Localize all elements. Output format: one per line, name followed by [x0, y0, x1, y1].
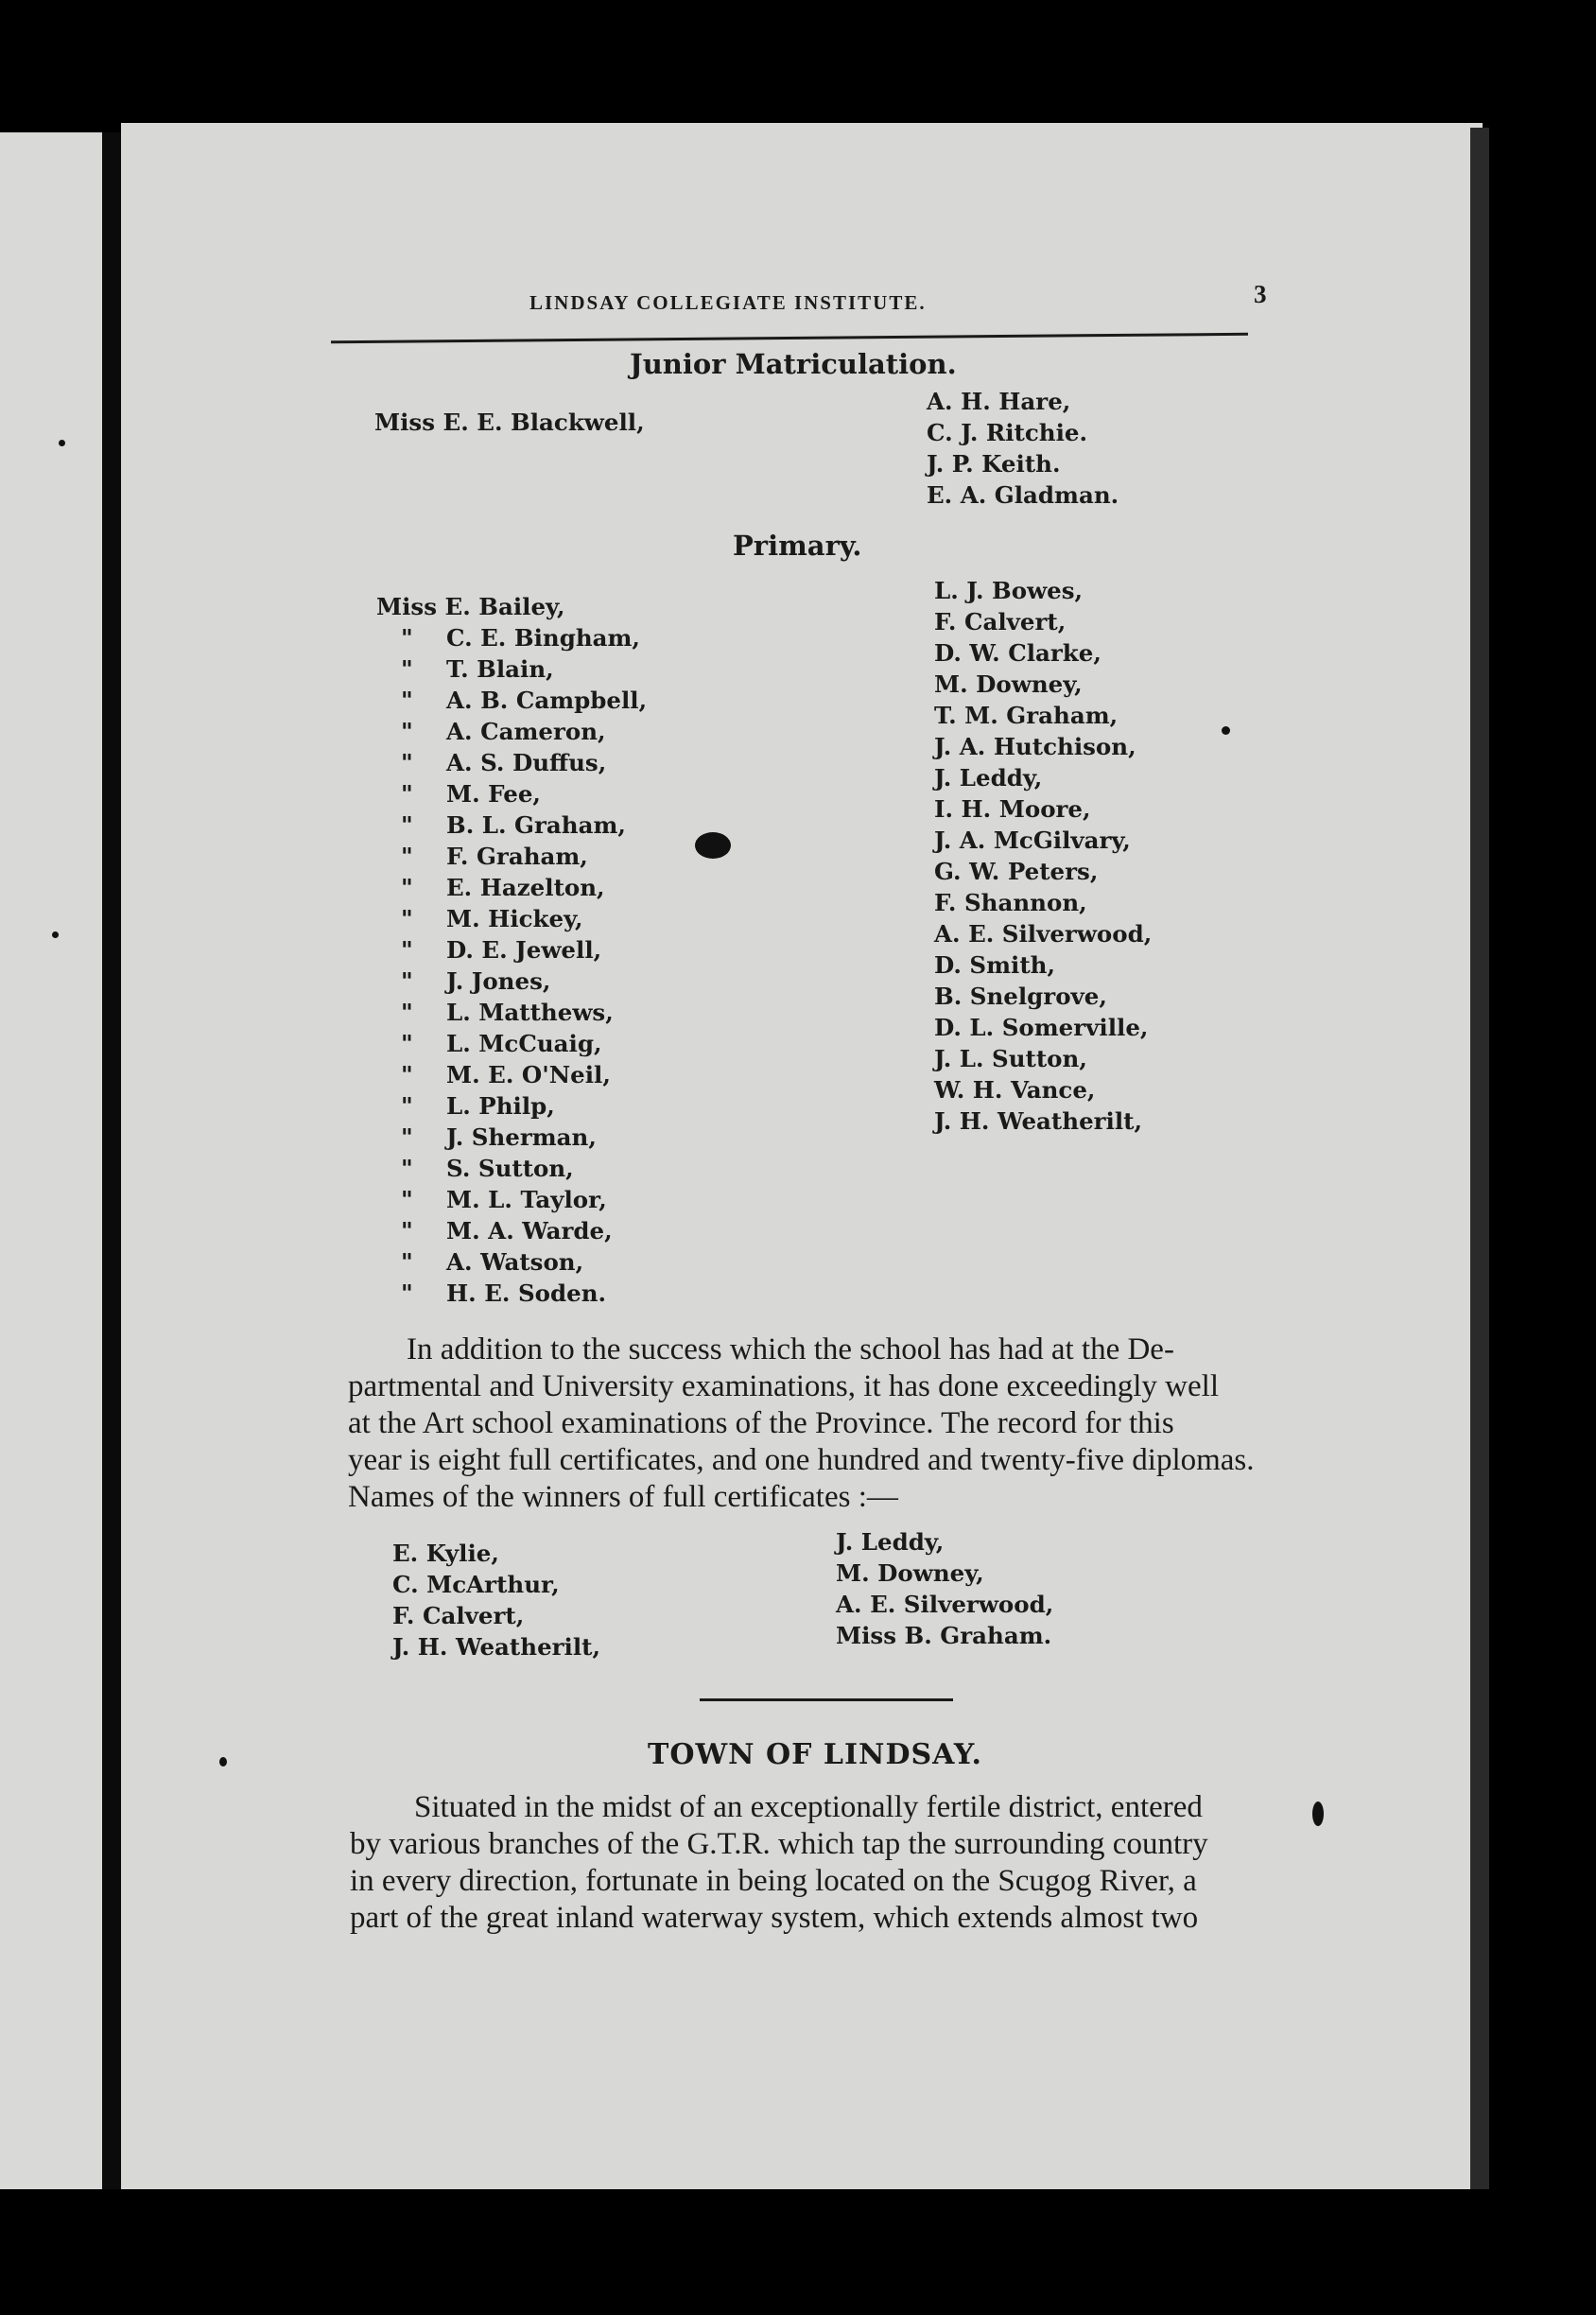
primary-heading: Primary. [733, 530, 862, 562]
list-item [376, 966, 647, 997]
list-item: F. Calvert, [392, 1602, 525, 1629]
list-item: C. J. Ritchie. [927, 419, 1088, 446]
list-item: C. McArthur, [392, 1571, 560, 1598]
list-item [376, 716, 647, 747]
ink-blot [695, 832, 731, 859]
student-name: D. E. Jewell, [446, 936, 602, 964]
student-name: L. McCuaig, [446, 1030, 602, 1057]
list-item: B. Snelgrove, [934, 983, 1107, 1010]
ditto-mark: " [401, 999, 413, 1026]
paragraph-line: Situated in the midst of an exceptionally fertile district, entered [414, 1790, 1203, 1824]
list-item [376, 653, 647, 685]
ditto-mark: " [401, 1186, 413, 1213]
list-item: Miss E. Bailey, [376, 593, 565, 620]
paragraph-line: at the Art school examinations of the Province. The record for this [348, 1406, 1174, 1440]
page-number: 3 [1254, 280, 1267, 308]
ditto-mark: " [401, 1217, 413, 1245]
ditto-mark: " [401, 936, 413, 964]
list-item [376, 809, 647, 841]
list-item: J. A. McGilvary, [934, 827, 1131, 854]
paragraph-line: in every direction, fortunate in being located on the Scugog River, a [350, 1864, 1197, 1898]
list-item: D. L. Somerville, [934, 1014, 1149, 1041]
list-item [376, 1090, 647, 1122]
student-name: A. S. Duffus, [446, 749, 607, 776]
list-item: M. Downey, [934, 670, 1083, 698]
ink-speck [1222, 726, 1230, 735]
list-item [376, 685, 647, 716]
primary-right-list [934, 575, 1152, 1137]
list-item [376, 997, 647, 1028]
list-item: W. H. Vance, [934, 1076, 1096, 1104]
list-item: I. H. Moore, [934, 795, 1091, 823]
student-name: M. Fee, [446, 780, 541, 808]
student-name: S. Sutton, [446, 1155, 574, 1182]
art-winners-right [836, 1526, 1053, 1651]
student-name: H. E. Soden. [446, 1279, 607, 1307]
junior-right-list [927, 386, 1119, 511]
list-item: J. P. Keith. [927, 450, 1061, 478]
list-item: E. Kylie, [392, 1540, 499, 1567]
list-item: M. Downey, [836, 1559, 984, 1587]
ditto-mark: " [401, 1155, 413, 1182]
paragraph-line: Names of the winners of full certificates :— [348, 1480, 898, 1514]
student-name: M. L. Taylor, [446, 1186, 607, 1213]
junior-left-list [374, 407, 645, 438]
list-item: J. H. Weatherilt, [392, 1633, 601, 1661]
ink-speck [52, 931, 59, 938]
ditto-list [376, 622, 647, 1309]
running-header: LINDSAY COLLEGIATE INSTITUTE. [529, 291, 927, 314]
list-item [376, 1122, 647, 1153]
list-item: D. W. Clarke, [934, 639, 1102, 667]
student-name: J. Sherman, [446, 1123, 597, 1151]
paragraph-line: partmental and University examinations, it has done exceedingly well [348, 1369, 1219, 1403]
section-divider [700, 1698, 953, 1701]
ditto-mark: " [401, 1061, 413, 1088]
primary-left-list [376, 591, 647, 1309]
list-item: J. A. Hutchison, [934, 733, 1136, 760]
list-item: E. A. Gladman. [927, 481, 1119, 509]
student-name: E. Hazelton, [446, 874, 605, 901]
paragraph-line: part of the great inland waterway system, which extends almost two [350, 1901, 1199, 1935]
ditto-mark: " [401, 905, 413, 932]
student-name: L. Matthews, [446, 999, 614, 1026]
list-item: L. J. Bowes, [934, 577, 1084, 604]
student-name: C. E. Bingham, [446, 624, 640, 652]
list-item [376, 903, 647, 934]
list-item: A. E. Silverwood, [934, 920, 1153, 948]
student-name: A. B. Campbell, [446, 687, 648, 714]
ditto-mark: " [401, 749, 413, 776]
list-item: D. Smith, [934, 951, 1056, 979]
ditto-mark: " [401, 718, 413, 745]
student-name: F. Graham, [446, 843, 588, 870]
list-item: Miss B. Graham. [836, 1622, 1052, 1649]
book-gutter [102, 132, 123, 2189]
list-item [376, 747, 647, 778]
ditto-mark: " [401, 624, 413, 652]
student-name: M. A. Warde, [446, 1217, 613, 1245]
list-item [376, 1184, 647, 1215]
ink-speck [59, 440, 65, 446]
student-name: L. Philp, [446, 1092, 555, 1120]
list-item: J. Leddy, [836, 1528, 945, 1556]
ditto-mark: " [401, 967, 413, 995]
list-item: G. W. Peters, [934, 858, 1099, 885]
paragraph-line: year is eight full certificates, and one hundred and twenty-five diplomas. [348, 1443, 1255, 1477]
ditto-mark: " [401, 811, 413, 839]
list-item [376, 1028, 647, 1059]
list-item [376, 622, 647, 653]
list-item [376, 872, 647, 903]
student-name: A. Watson, [446, 1248, 584, 1276]
ditto-mark: " [401, 780, 413, 808]
list-item [376, 1153, 647, 1184]
ditto-mark: " [401, 1030, 413, 1057]
list-item [376, 1059, 647, 1090]
ditto-mark: " [401, 1248, 413, 1276]
list-item: J. H. Weatherilt, [934, 1107, 1143, 1135]
town-heading: TOWN OF LINDSAY. [648, 1738, 982, 1771]
student-name: A. Cameron, [446, 718, 606, 745]
list-item [376, 1278, 647, 1309]
student-name: M. E. O'Neil, [446, 1061, 611, 1088]
student-name: B. L. Graham, [446, 811, 626, 839]
paragraph-line: In addition to the success which the school has had at the De- [407, 1332, 1174, 1366]
list-item: A. H. Hare, [927, 388, 1071, 415]
student-name: J. Jones, [446, 967, 551, 995]
paragraph-line: by various branches of the G.T.R. which tap the surrounding country [350, 1827, 1208, 1861]
list-item: T. M. Graham, [934, 702, 1119, 729]
student-name: T. Blain, [446, 655, 554, 683]
ditto-mark: " [401, 655, 413, 683]
ditto-mark: " [401, 1123, 413, 1151]
ditto-mark: " [401, 1092, 413, 1120]
list-item: F. Shannon, [934, 889, 1087, 916]
list-item [376, 1215, 647, 1246]
ink-blot [1312, 1802, 1324, 1826]
list-item: J. Leddy, [934, 764, 1043, 792]
page-edge-shadow [1470, 128, 1489, 2189]
list-item: F. Calvert, [934, 608, 1067, 635]
art-paragraph [348, 1332, 1284, 1516]
list-item: J. L. Sutton, [934, 1045, 1087, 1072]
ditto-mark: " [401, 687, 413, 714]
list-item [376, 841, 647, 872]
art-winners-left [392, 1538, 600, 1662]
list-item: A. E. Silverwood, [836, 1591, 1054, 1618]
list-item: Miss E. E. Blackwell, [374, 409, 645, 436]
ditto-mark: " [401, 843, 413, 870]
list-item [376, 778, 647, 809]
junior-matriculation-heading: Junior Matriculation. [630, 348, 957, 380]
list-item [376, 1246, 647, 1278]
ditto-mark: " [401, 1279, 413, 1307]
town-paragraph [350, 1789, 1295, 1937]
ink-speck [219, 1757, 227, 1767]
student-name: M. Hickey, [446, 905, 583, 932]
ditto-mark: " [401, 874, 413, 901]
list-item [376, 934, 647, 966]
